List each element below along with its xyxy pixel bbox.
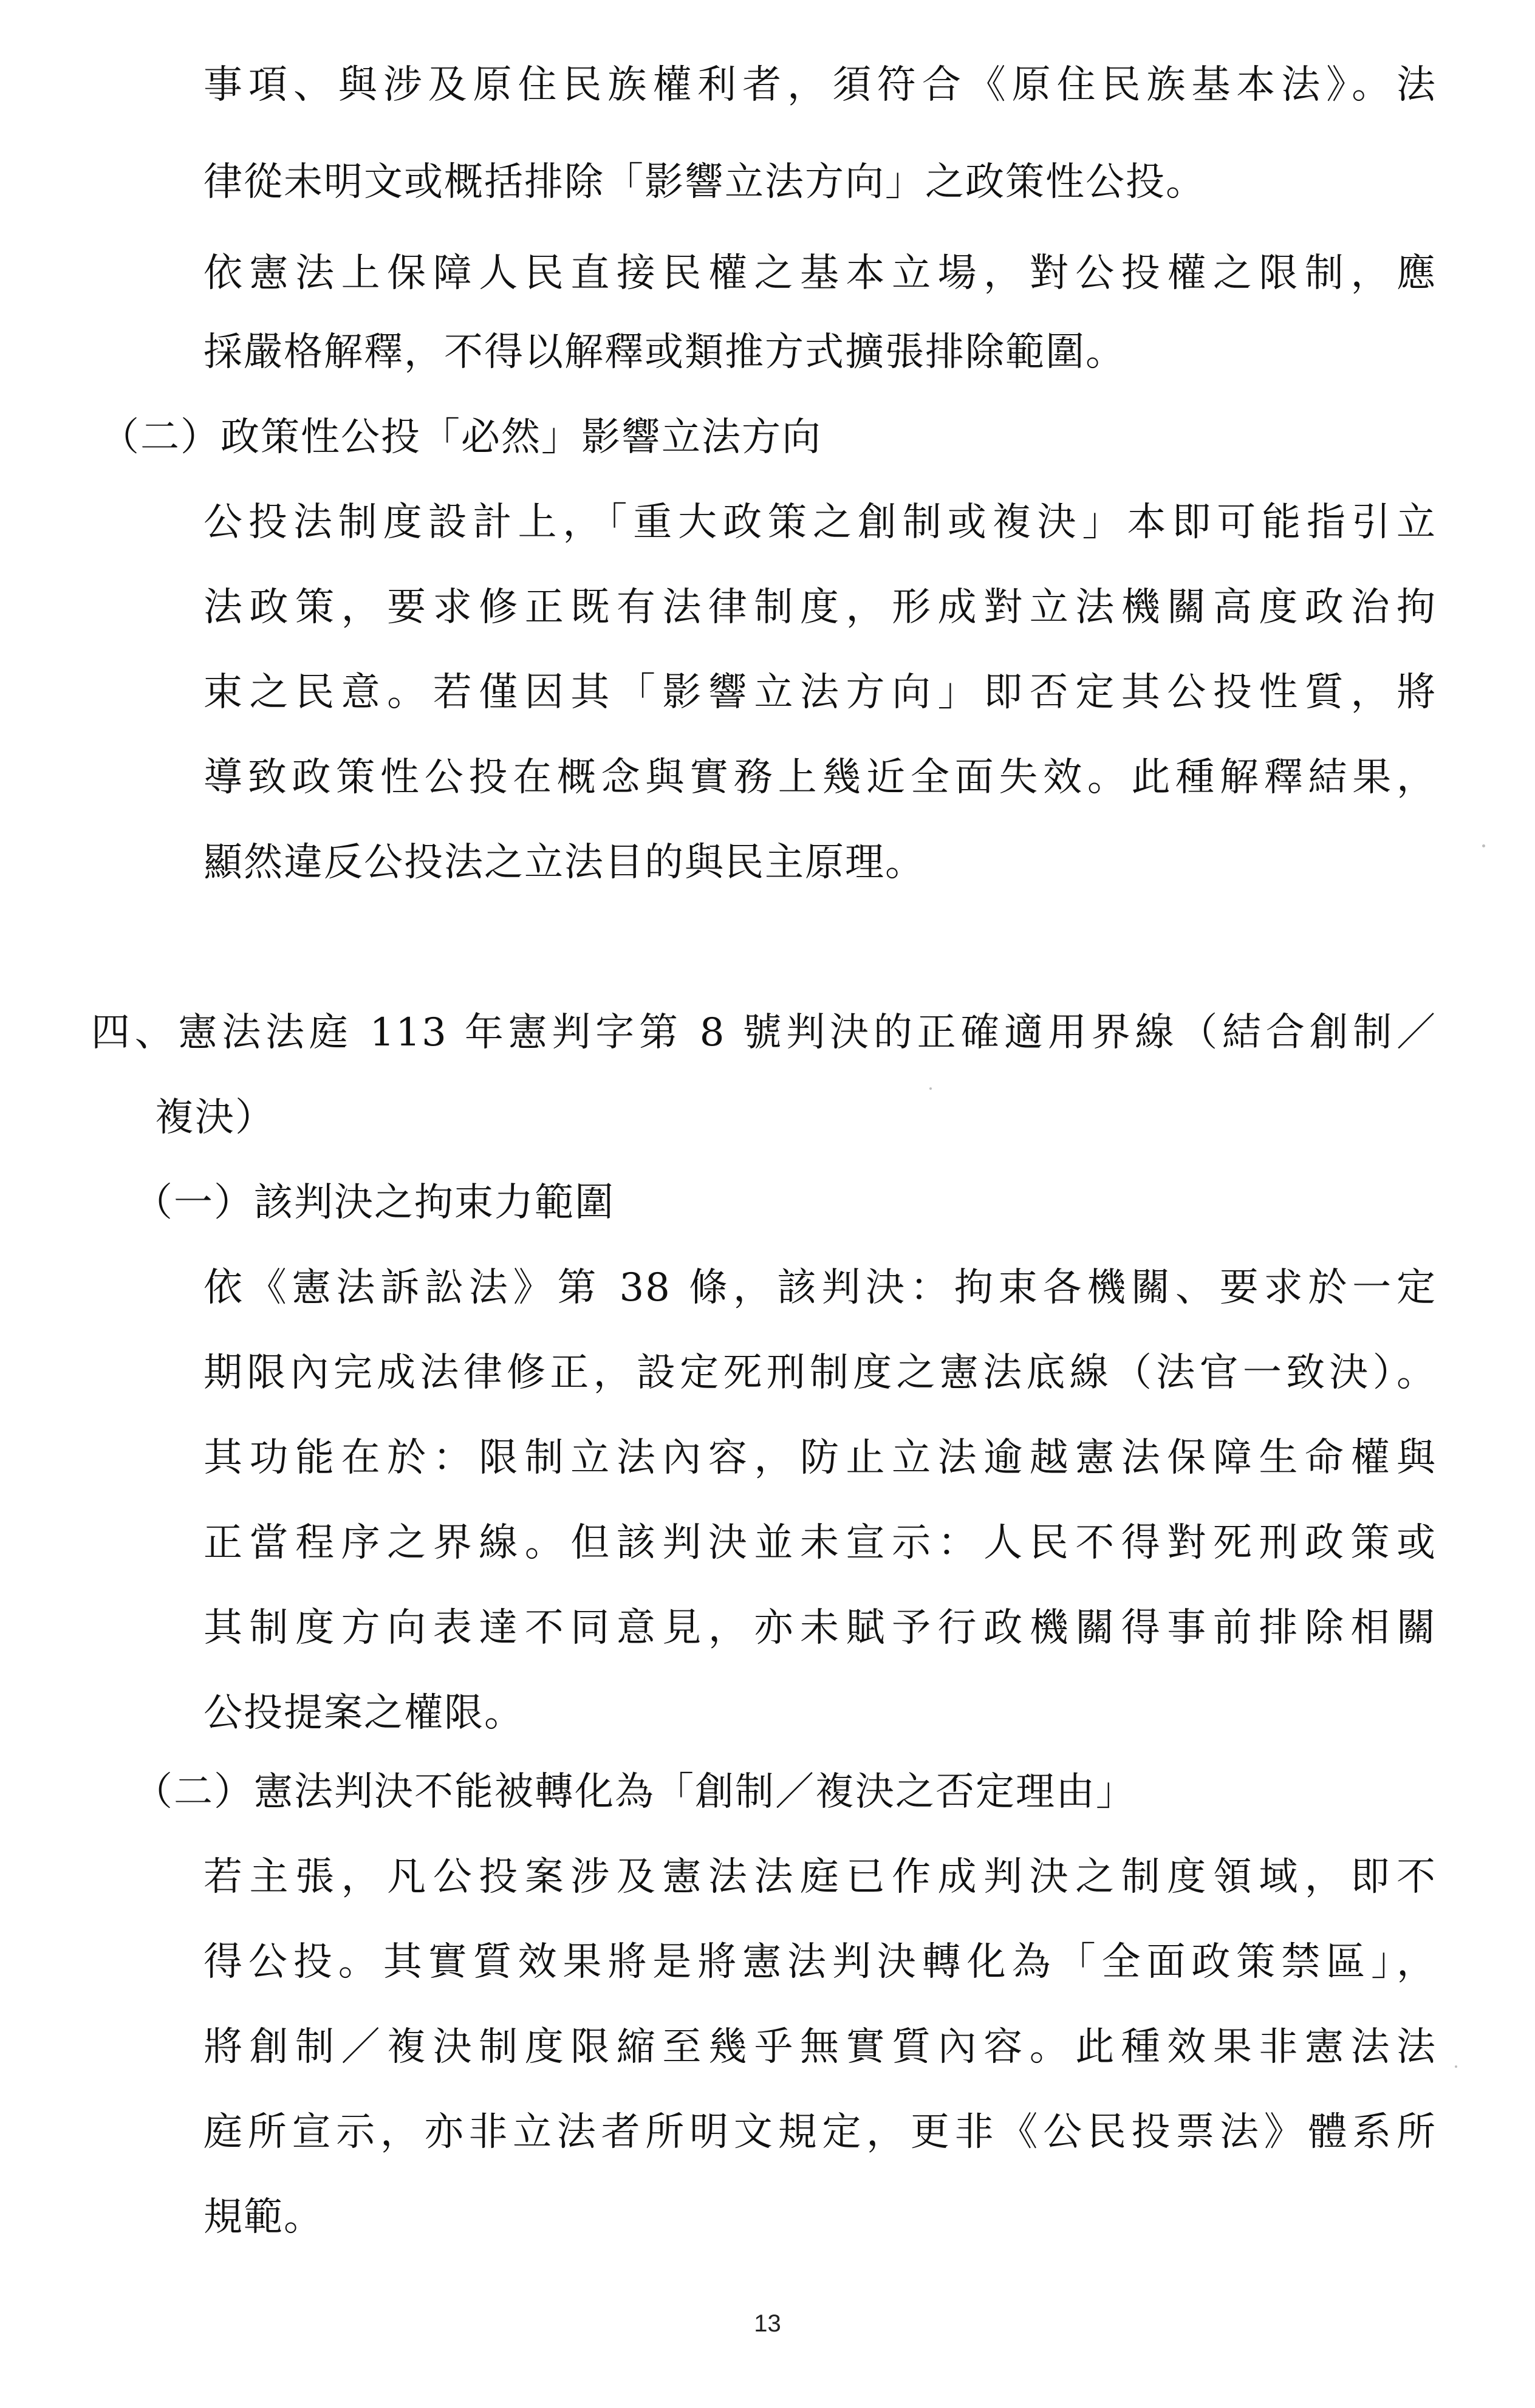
paragraph-line: 將創制／複決制度限縮至幾乎無實質內容。此種效果非憲法法 [203,2025,1437,2070]
paragraph-line: 其功能在於：限制立法內容，防止立法逾越憲法保障生命權與 [203,1435,1437,1480]
scan-speck [929,1087,932,1090]
paragraph-line: 其制度方向表達不同意見，亦未賦予行政機關得事前排除相關 [203,1606,1437,1650]
paragraph-line: 得公投。其實質效果將是將憲法判決轉化為「全面政策禁區」， [203,1940,1437,1985]
paragraph-line: 公投法制度設計上，「重大政策之創制或複決」本即可能指引立 [203,500,1437,545]
section-heading: （二）憲法判決不能被轉化為「創制／複決之否定理由」 [134,1770,1136,1815]
scan-speck [1455,2065,1457,2068]
paragraph-line: 公投提案之權限。 [203,1691,524,1736]
paragraph-line: 束之民意。若僅因其「影響立法方向」即否定其公投性質，將 [203,670,1437,715]
paragraph-line: 期限內完成法律修正，設定死刑制度之憲法底線（法官一致決）。 [203,1350,1437,1395]
paragraph-line: 律從未明文或概括排除「影響立法方向」之政策性公投。 [203,160,1206,205]
paragraph-line: 法政策，要求修正既有法律制度，形成對立法機關高度政治拘 [203,585,1437,630]
paragraph-line: 採嚴格解釋，不得以解釋或類推方式擴張排除範圍。 [203,330,1126,375]
scan-speck [1482,844,1485,847]
paragraph-line: 若主張，凡公投案涉及憲法法庭已作成判決之制度領域，即不 [203,1855,1437,1900]
page-number: 13 [754,2310,781,2337]
paragraph-line: 導致政策性公投在概念與實務上幾近全面失效。此種解釋結果， [203,755,1437,800]
section-heading: （二）政策性公投「必然」影響立法方向 [100,415,822,460]
paragraph-line: 依《憲法訴訟法》第 38 條，該判決：拘束各機關、要求於一定 [203,1265,1437,1310]
paragraph-line: 規範。 [203,2195,324,2240]
chapter-heading: 複決） [155,1095,275,1140]
paragraph-line: 顯然違反公投法之立法目的與民主原理。 [203,840,925,885]
paragraph-line: 庭所宣示，亦非立法者所明文規定，更非《公民投票法》體系所 [203,2110,1437,2155]
paragraph-line: 正當程序之界線。但該判決並未宣示：人民不得對死刑政策或 [203,1520,1437,1565]
section-heading: （一）該判決之拘束力範圍 [134,1180,615,1225]
paragraph-line: 事項、與涉及原住民族權利者，須符合《原住民族基本法》。法 [203,63,1437,108]
paragraph-line: 依憲法上保障人民直接民權之基本立場，對公投權之限制，應 [203,251,1437,296]
chapter-heading: 四、憲法法庭 113 年憲判字第 8 號判決的正確適用界線（結合創制／ [91,1010,1437,1055]
